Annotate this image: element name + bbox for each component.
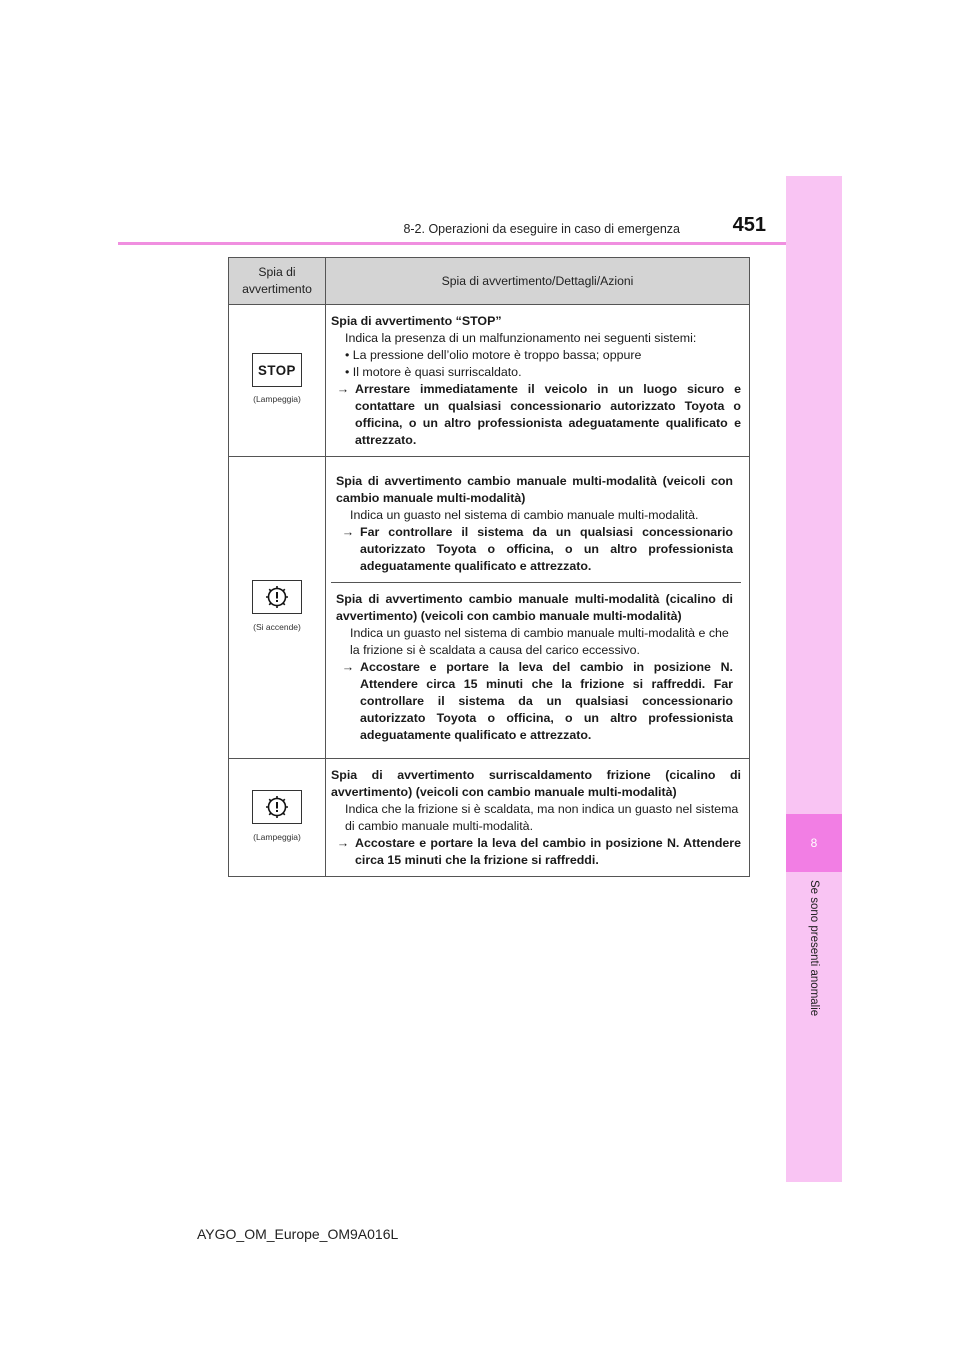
details-cell (326, 759, 750, 877)
list-item: • La pressione dell’olio motore è troppo bassa; oppure (345, 348, 642, 362)
warning-title: Spia di avvertimento cambio manuale multi-modalità (cicalino di avvertimento) (veicoli con cambio manuale multi-modalità) (336, 592, 733, 623)
warning-entry (331, 465, 741, 582)
warning-title: Spia di avvertimento surriscaldamento frizione (cicalino di avvertimento) (veicoli con cambio manuale multi-modalità) (331, 768, 741, 799)
details-cell (326, 305, 750, 457)
bullet-text: Il motore è quasi surriscaldato. (352, 365, 522, 379)
warning-description: Indica la presenza di un malfunzionamento nei seguenti sistemi: (345, 331, 697, 345)
chapter-side-label (786, 880, 842, 1140)
warning-action (336, 659, 733, 744)
stop-icon-label: STOP (258, 361, 296, 378)
page-number: 451 (732, 214, 766, 236)
warning-description: Indica che la frizione si è scaldata, ma non indica un guasto nel sistema di cambio manuale multi-modalità. (345, 802, 739, 833)
document-code: AYGO_OM_Europe_OM9A016L (197, 1226, 399, 1242)
action-text: Arrestare immediatamente il veicolo in un luogo sicuro e contattare un qualsiasi concessionario autorizzato Toyota o officina, o un altro professionista adeguatamente qualificato e attrezzato. (355, 382, 741, 447)
icon-caption: (Lampeggia) (253, 394, 301, 404)
action-text: Accostare e portare la leva del cambio in posizione N. Attendere circa 15 minuti che la frizione si raffreddi. (355, 836, 741, 867)
table-row (229, 759, 750, 877)
warning-entry (331, 582, 741, 751)
warning-description: Indica un guasto nel sistema di cambio manuale multi-modalità. (350, 508, 699, 522)
chapter-label: Se sono presenti anomalie (808, 880, 820, 1017)
warning-light-table (228, 257, 750, 877)
icon-cell (229, 759, 326, 877)
col-header-light: Spia di avvertimento (229, 258, 326, 305)
table-header-row (229, 258, 750, 305)
icon-cell (229, 305, 326, 457)
warning-action (331, 381, 741, 449)
warning-title: Spia di avvertimento “STOP” (331, 314, 502, 328)
gear-warning-icon (252, 790, 302, 824)
arrow-icon: → (336, 382, 350, 396)
icon-caption: (Si accende) (253, 621, 301, 632)
warning-action (331, 835, 741, 869)
arrow-icon: → (341, 525, 355, 539)
arrow-icon: → (341, 660, 355, 674)
table-row (229, 305, 750, 457)
chapter-number: 8 (810, 836, 818, 850)
stop-warning-icon (252, 353, 302, 387)
chapter-number-badge (786, 814, 842, 872)
warning-description: Indica un guasto nel sistema di cambio manuale multi-modalità e che la frizione si è scaldata a causa del carico eccessivo. (350, 626, 729, 657)
action-text: Accostare e portare la leva del cambio in posizione N. Attendere circa 15 minuti che la frizione si raffreddi. Far controllare il sistema da un qualsiasi concessionario autorizzato Toyota o officina, o un altro professionista adeguatamente qualificato e attrezzato. (360, 660, 733, 742)
icon-cell (229, 457, 326, 759)
action-text: Far controllare il sistema da un qualsiasi concessionario autorizzato Toyota o officina, o un altro professionista adeguatamente qualificato e attrezzato. (360, 525, 733, 573)
icon-caption: (Lampeggia) (253, 831, 301, 842)
arrow-icon: → (336, 836, 350, 850)
bullet-text: La pressione dell’olio motore è troppo bassa; oppure (352, 348, 642, 362)
details-cell (326, 457, 750, 759)
list-item: • Il motore è quasi surriscaldato. (345, 365, 522, 379)
warning-action (336, 524, 733, 575)
col-header-details: Spia di avvertimento/Dettagli/Azioni (326, 258, 750, 305)
section-title: 8-2. Operazioni da eseguire in caso di emergenza (403, 222, 680, 236)
warning-title: Spia di avvertimento cambio manuale multi-modalità (veicoli con cambio manuale multi-modalità) (336, 474, 733, 505)
gear-warning-icon (252, 580, 302, 614)
table-row (229, 457, 750, 759)
header-divider (118, 242, 786, 245)
